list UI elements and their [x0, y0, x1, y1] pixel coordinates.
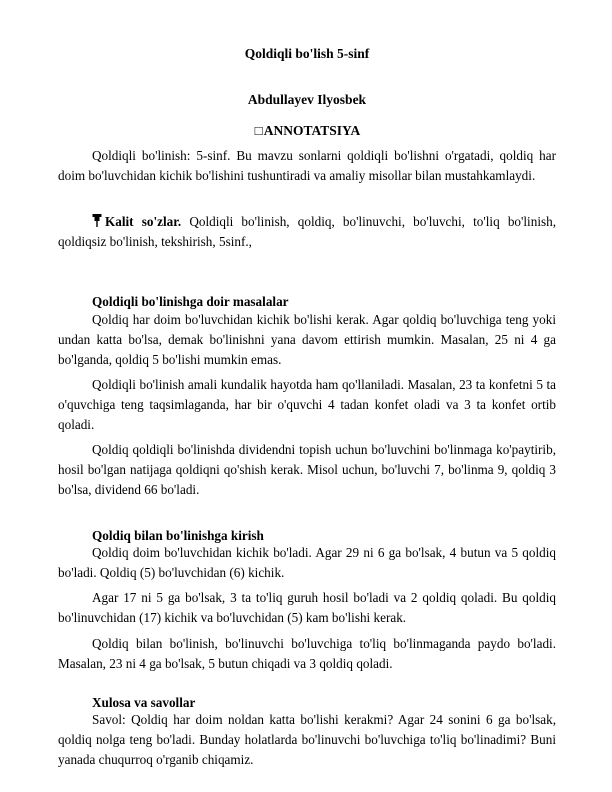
annotation-paragraph: Qoldiqli bo'linish: 5-sinf. Bu mavzu sonlarni qoldiqli bo'lishni o'rgatadi, qoldiq har doim bo'luvchidan kichik bo'lishini tushuntiradi va amaliy misollar bilan mustahkamlaydi.	[58, 148, 556, 183]
keywords-paragraph	[58, 212, 556, 252]
author-name: Abdullayev Ilyosbek	[247, 92, 367, 107]
section-paragraph: Qoldiq qoldiqli bo'linishda dividendni topish uchun bo'luvchini bo'linmaga ko'paytirib, hosil bo'lgan natijaga qoldiqni qo'shish kerak. Misol uchun, bo'luvchi 7, bo'linma 9, qoldiq 3 bo'lsa, dividend 66 bo'ladi.	[58, 442, 556, 497]
section-paragraph: Savol: Qoldiq har doim noldan katta bo'lishi kerakmi? Agar 24 sonini 6 ga bo'lsak, qoldiq nolga teng bo'ladi. Bunday holatlarda bo'linuvchi bo'luvchiga to'liq bo'linadimi? Buni yanada chuqurroq o'rganib chiqamiz.	[58, 712, 556, 767]
section-heading: Qoldiq bilan bo'linishga kirish	[92, 528, 264, 543]
section-paragraph: Qoldiq har doim bo'luvchidan kichik bo'lishi kerak. Agar qoldiq bo'luvchiga teng yoki undan katta bo'lsa, demak bo'linishni yana davom ettirish mumkin. Masalan, 25 ni 4 ga bo'lganda, qoldiq 5 bo'lishi mumkin emas.	[58, 312, 556, 367]
annotation-heading-text: ANNOTATSIYA	[263, 123, 361, 138]
keywords-list: Qoldiqli bo'linish, qoldiq, bo'linuvchi, bo'luvchi, to'liq bo'linish, qoldiqsiz bo'linish, tekshirish, 5sinf.,	[58, 214, 557, 249]
section-paragraph: Qoldiq bilan bo'linish, bo'linuvchi bo'luvchiga to'liq bo'linmaganda paydo bo'ladi. Masalan, 23 ni 4 ga bo'lsak, 5 butun chiqadi va 3 qoldiq qoladi.	[58, 636, 556, 671]
pushpin-icon	[92, 214, 102, 227]
keywords-label: Kalit so'zlar.	[105, 214, 182, 229]
document-title: Qoldiqli bo'lish 5-sinf	[244, 46, 370, 61]
section-paragraph: Agar 17 ni 5 ga bo'lsak, 3 ta to'liq guruh hosil bo'ladi va 2 qoldiq qoladi. Bu qoldiq bo'linuvchidan (17) kichik va bo'luvchidan (5) kam bo'lishi kerak.	[58, 590, 556, 625]
annotation-heading	[58, 123, 556, 139]
section-paragraph: Qoldiqli bo'linish amali kundalik hayotda ham qo'llaniladi. Masalan, 23 ta konfetni 5 ta o'quvchiga teng taqsimlaganda, har bir o'quvchi 4 tadan konfet oladi va 3 ta konfet ortib qoladi.	[58, 377, 556, 432]
section-heading: Qoldiqli bo'linishga doir masalalar	[92, 294, 289, 309]
section-heading: Xulosa va savollar	[92, 695, 196, 710]
placeholder-glyph-icon: □	[254, 123, 263, 138]
section-paragraph: Qoldiq doim bo'luvchidan kichik bo'ladi. Agar 29 ni 6 ga bo'lsak, 4 butun va 5 qoldiq bo'ladi. Qoldiq (5) bo'luvchidan (6) kichik.	[58, 545, 556, 580]
